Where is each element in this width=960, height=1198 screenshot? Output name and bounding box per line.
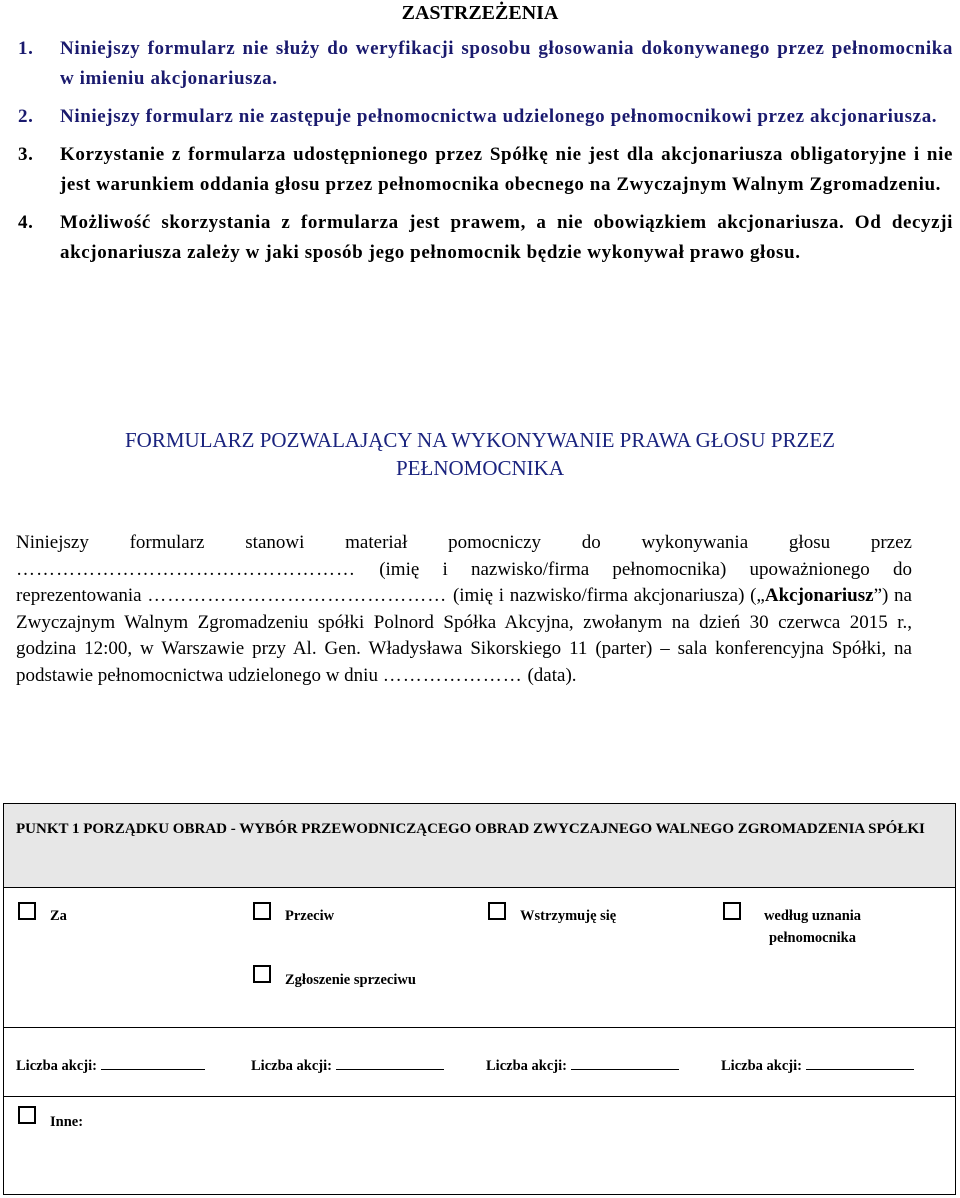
- shares-line[interactable]: [806, 1055, 914, 1070]
- note-2: 2. Niniejszy formularz nie zastępuje pełnomocnictwa udzielonego pełnomocnikowi przez akcjonariusza.: [18, 106, 938, 127]
- proxy-name-blank[interactable]: ……………………………………………: [16, 558, 356, 580]
- checkbox-przeciw[interactable]: [253, 902, 271, 920]
- option-inne-label: Inne:: [50, 1114, 84, 1130]
- vote-table: [3, 803, 956, 1195]
- vote-table-heading: PUNKT 1 PORZĄDKU OBRAD - WYBÓR PRZEWODNICZĄCEGO OBRAD ZWYCZAJNEGO WALNEGO ZGROMADZENIA SPÓŁKI: [4, 804, 955, 888]
- shares-line[interactable]: [571, 1055, 679, 1070]
- shares-line[interactable]: [101, 1055, 205, 1070]
- checkbox-wedlug-uznania[interactable]: [723, 902, 741, 920]
- row-divider: [4, 1096, 955, 1097]
- note-4: 4. Możliwość skorzystania z formularza jest prawem, a nie obowiązkiem akcjonariusza. Od decyzji akcjonariusza zależy w jaki sposób jego pełnomocnik będzie wykonywał prawo głosu.: [18, 212, 953, 263]
- form-title-line-1: FORMULARZ POZWALAJĄCY NA WYKONYWANIE PRAWA GŁOSU PRZEZ: [124, 428, 835, 452]
- row-divider: [4, 1027, 955, 1028]
- note-2-text: Niniejszy formularz nie zastępuje pełnomocnictwa udzielonego pełnomocnikowi przez akcjonariusza.: [60, 106, 938, 127]
- shares-count-za[interactable]: Liczba akcji:: [16, 1055, 205, 1075]
- shares-count-wstrzymuje[interactable]: Liczba akcji:: [486, 1055, 679, 1075]
- form-paragraph: Niniejszy formularz stanowi materiał pomocniczy do wykonywania głosu przez …………………………………………… (imię i nazwisko/firma pełnomocnika) upoważnionego do reprezentowania ……………………………………… (imię i nazwisko/firma akcjonariusza) („Akcjonariusz”) na Zwyczajnym Walnym Zgromadzeniu spółki Polnord Spółka Akcyjna, zwołanym na dzień 30 czerwca 2015 r., godzina 12:00, w Warszawie przy Al. Gen. Władysława Sikorskiego 11 (parter) – sala konferencyjna Spółki, na podstawie pełnomocnictwa udzielonego w dniu ………………… (data).: [16, 532, 913, 686]
- checkbox-za[interactable]: [18, 902, 36, 920]
- shares-count-przeciw[interactable]: Liczba akcji:: [251, 1055, 444, 1075]
- notes-list: [18, 34, 953, 276]
- form-title-line-2: PEŁNOMOCNIKA: [396, 456, 564, 480]
- shareholder-name-blank[interactable]: ………………………………………: [147, 585, 448, 606]
- date-blank[interactable]: …………………: [382, 664, 523, 686]
- option-wedlug-uznania-label: według uznania pełnomocnika: [763, 908, 862, 946]
- checkbox-sprzeciw[interactable]: [253, 965, 271, 983]
- shares-count-uznanie[interactable]: Liczba akcji:: [721, 1055, 914, 1075]
- checkbox-inne[interactable]: [18, 1106, 36, 1124]
- note-1: 1. Niniejszy formularz nie służy do weryfikacji sposobu głosowania dokonywanego przez pełnomocnika w imieniu akcjonariusza.: [18, 38, 953, 89]
- note-3-text: Korzystanie z formularza udostępnionego przez Spółkę nie jest dla akcjonariusza obligatoryjne i nie jest warunkiem oddania głosu przez pełnomocnika obecnego na Zwyczajnym Walnym Zgromadzeniu.: [60, 144, 953, 195]
- option-sprzeciw-label: Zgłoszenie sprzeciwu: [285, 972, 416, 988]
- page-title: ZASTRZEŻENIA: [401, 2, 559, 24]
- checkbox-wstrzymuje[interactable]: [488, 902, 506, 920]
- shares-line[interactable]: [336, 1055, 444, 1070]
- note-3: 3. Korzystanie z formularza udostępnionego przez Spółkę nie jest dla akcjonariusza obligatoryjne i nie jest warunkiem oddania głosu przez pełnomocnika obecnego na Zwyczajnym Walnym Zgromadzeniu.: [18, 144, 953, 195]
- option-za-label: Za: [50, 908, 67, 924]
- option-przeciw-label: Przeciw: [285, 908, 335, 924]
- note-1-text: Niniejszy formularz nie służy do weryfikacji sposobu głosowania dokonywanego przez pełnomocnika w imieniu akcjonariusza.: [60, 38, 953, 89]
- form-title: [0, 426, 960, 482]
- option-wstrzymuje-label: Wstrzymuję się: [520, 908, 617, 924]
- note-4-text: Możliwość skorzystania z formularza jest prawem, a nie obowiązkiem akcjonariusza. Od decyzji akcjonariusza zależy w jaki sposób jego pełnomocnik będzie wykonywał prawo głosu.: [60, 212, 953, 263]
